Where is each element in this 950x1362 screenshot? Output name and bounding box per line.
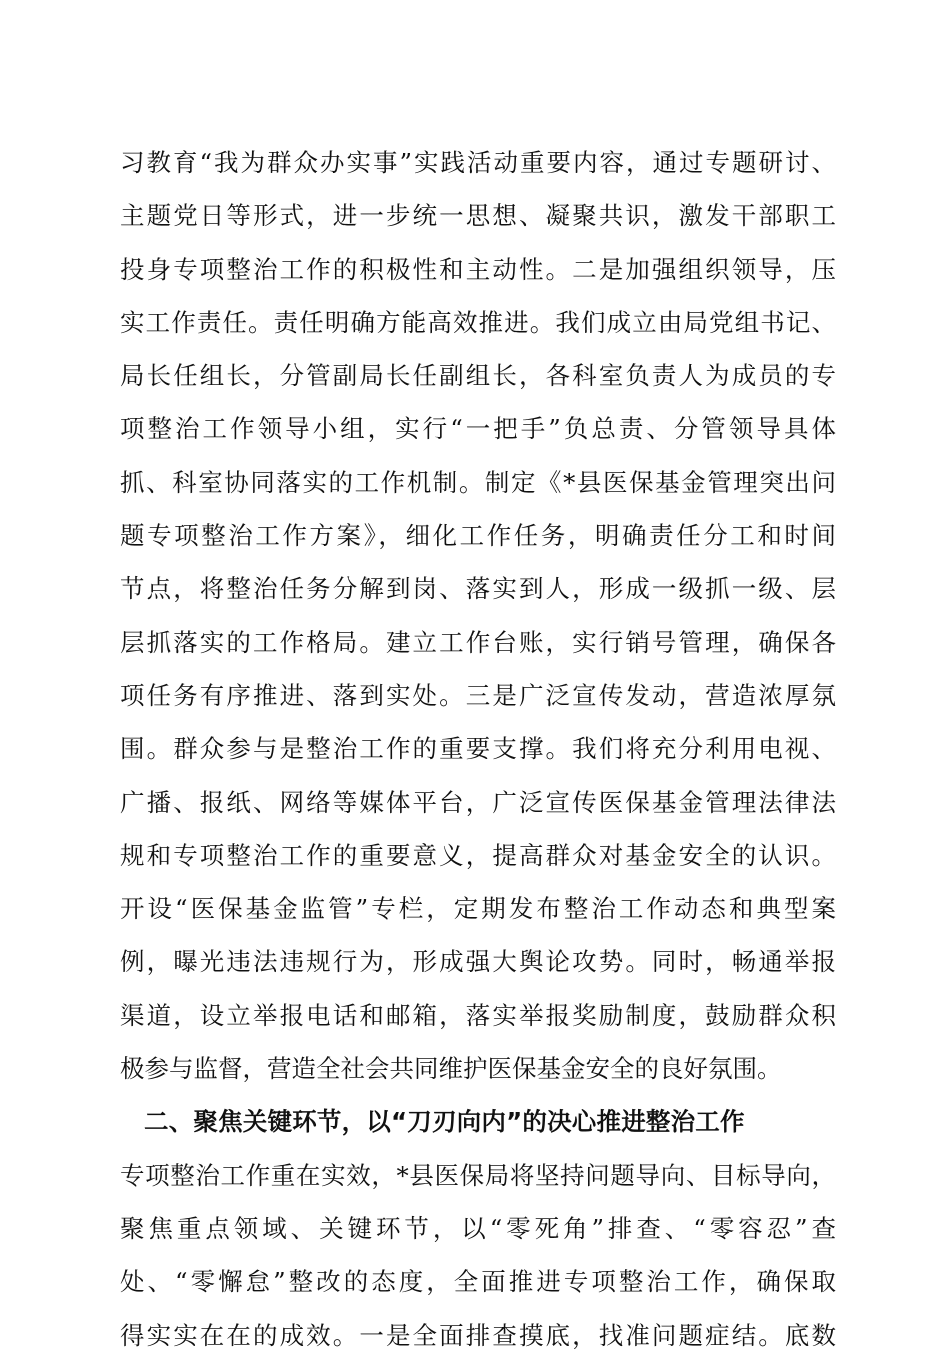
body-line: 广播、报纸、网络等媒体平台，广泛宣传医保基金管理法律法 (120, 787, 836, 817)
body-line: 渠道，设立举报电话和邮箱，落实举报奖励制度，鼓励群众积 (120, 1000, 836, 1030)
body-line: 实工作责任。责任明确方能高效推进。我们成立由局党组书记、 (120, 307, 836, 337)
body-line: 极参与监督，营造全社会共同维护医保基金安全的良好氛围。 (120, 1054, 782, 1084)
body-line: 聚焦重点领域、关键环节，以“零死角”排查、“零容忍”查 (120, 1213, 836, 1243)
body-line: 题专项整治工作方案》，细化工作任务，明确责任分工和时间 (120, 521, 836, 551)
body-line: 规和专项整治工作的重要意义，提高群众对基金安全的认识。 (120, 840, 836, 870)
body-line: 例，曝光违法违规行为，形成强大舆论攻势。同时，畅通举报 (120, 947, 836, 977)
section-heading: 二、聚焦关键环节，以“刀刃向内”的决心推进整治工作 (144, 1107, 745, 1137)
body-line: 层抓落实的工作格局。建立工作台账，实行销号管理，确保各 (120, 627, 836, 657)
body-line: 习教育“我为群众办实事”实践活动重要内容，通过专题研讨、 (120, 148, 836, 177)
body-line: 开设“医保基金监管”专栏，定期发布整治工作动态和典型案 (120, 894, 836, 924)
body-line: 投身专项整治工作的积极性和主动性。二是加强组织领导，压 (120, 254, 836, 284)
body-line: 围。群众参与是整治工作的重要支撑。我们将充分利用电视、 (120, 734, 836, 764)
body-line: 局长任组长，分管副局长任副组长，各科室负责人为成员的专 (120, 361, 836, 391)
document-body (120, 136, 836, 1362)
body-line: 得实实在在的成效。一是全面排查摸底，找准问题症结。底数 (120, 1320, 836, 1350)
body-line: 节点，将整治任务分解到岗、落实到人，形成一级抓一级、层 (120, 574, 836, 604)
body-line: 主题党日等形式，进一步统一思想、凝聚共识，激发干部职工 (120, 201, 836, 231)
body-line: 专项整治工作重在实效，*县医保局将坚持问题导向、目标导向， (120, 1160, 836, 1190)
body-line: 项整治工作领导小组，实行“一把手”负总责、分管领导具体 (120, 414, 836, 444)
body-line: 处、“零懈怠”整改的态度，全面推进专项整治工作，确保取 (120, 1267, 836, 1297)
body-line: 抓、科室协同落实的工作机制。制定《*县医保基金管理突出问 (120, 467, 836, 497)
body-line: 项任务有序推进、落到实处。三是广泛宣传发动，营造浓厚氛 (120, 680, 836, 710)
